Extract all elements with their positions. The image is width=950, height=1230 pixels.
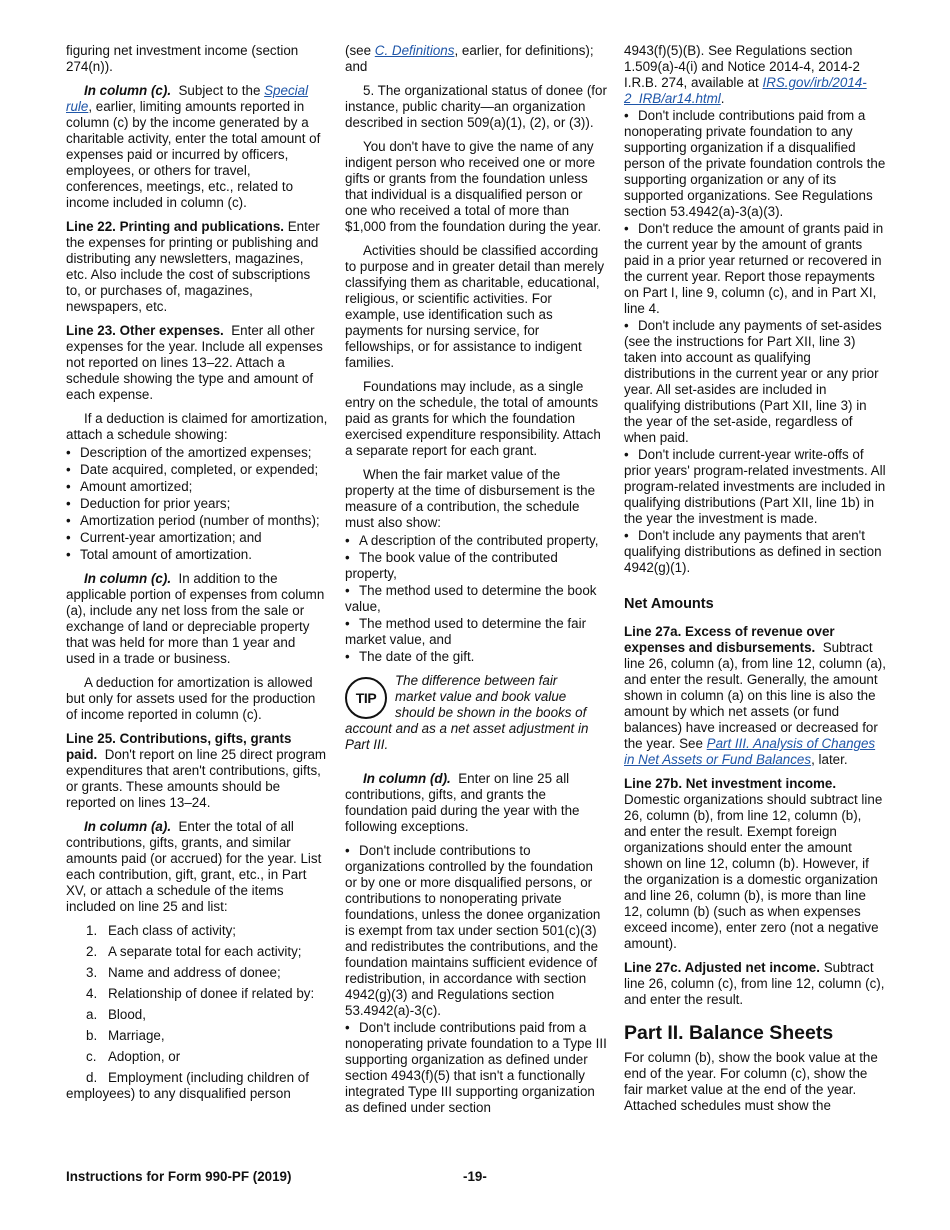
paragraph: Foundations may include, as a single entry on the schedule, the total of amounts paid as grants for which the foundation exercised expenditure responsibility. Attach a separate report for each grant. (345, 379, 601, 458)
list-item: • Don't include contributions paid from a nonoperating private foundation to a Type III supporting organization as defined under section 4943(f)(5) that isn't a functionally integrated Type III supporting organization as defined under section (345, 1020, 607, 1115)
text: . (720, 91, 725, 106)
text: Enter the expenses for printing or publishing and distributing any newsletters, magazines, etc. Also include the cost of subscriptions to, or purchases of, magazines, newspapers, etc. (66, 219, 320, 314)
text: (see (345, 43, 372, 58)
fmv-list (345, 533, 607, 665)
list-item: c. Adoption, or (86, 1049, 181, 1064)
part-ii-heading: Part II. Balance Sheets (624, 1022, 834, 1044)
paragraph: You don't have to give the name of any indigent person who received one or more gifts or grants from the foundation unless that individual is a disqualified person or one who received a total of more than $1,000 from the foundation during the year. (345, 139, 602, 234)
tip-text: account and as a net asset adjustment in Part III. (345, 721, 589, 752)
text: Subtract line 26, column (c), from line 12, column (c), and enter the result. (624, 960, 885, 1007)
list-item: a. Blood, (86, 1007, 146, 1022)
line-25-heading: Line 25. Contributions, gifts, grants paid. (66, 731, 292, 762)
column-2 (345, 43, 607, 1117)
list-item: • Don't include any payments that aren't qualifying distributions as defined in section 4942(g)(1). (624, 528, 882, 575)
c-definitions-link[interactable]: C. Definitions (374, 43, 455, 58)
paragraph-line-23 (66, 323, 328, 403)
part-iii-link[interactable]: Part III. Analysis of Changes in Net Assets or Fund Balances (624, 736, 876, 767)
text: Don't report on line 25 direct program expenditures that aren't contributions, gifts, or grants. These amounts should be reported on lines 13–24. (66, 747, 327, 810)
paragraph-line-27b (624, 776, 886, 952)
text: , earlier, limiting amounts reported in column (c) by the income generated by a charitable activity, enter the total amount of expenses paid or incurred by officers, employees, or others for travel, conferences, meetings, etc., related to income included in column (c). (66, 99, 321, 210)
column-1 (66, 43, 328, 1102)
subheading: In column (c). (84, 83, 172, 98)
paragraph-line-27a (624, 624, 886, 768)
tip-text: should be shown in the books of (395, 705, 587, 720)
paragraph: For column (b), show the book value at the end of the year. For column (c), show the fair market value at the end of the year. Attached schedules must show the (624, 1050, 878, 1113)
exclusions-list (624, 108, 886, 576)
net-amounts-heading: Net Amounts (624, 596, 714, 612)
tip-box (345, 673, 607, 753)
list-item: • Deduction for prior years; (66, 496, 231, 511)
list-item: 3. Name and address of donee; (86, 965, 281, 980)
paragraph-line-25 (66, 731, 328, 811)
line-27b-heading: Line 27b. Net investment income. (624, 776, 837, 791)
list-item: • The book value of the contributed property, (345, 550, 558, 581)
list-item: • The method used to determine the fair market value, and (345, 616, 587, 647)
amortization-list (66, 445, 328, 563)
line-27a-heading: Line 27a. Excess of revenue over expenses and disbursements. (624, 624, 835, 655)
text: Enter all other expenses for the year. Include all expenses not reported on lines 13–22. Attach a schedule showing the type and amount of each expense. (66, 323, 323, 402)
list-item: • Description of the amortized expenses; (66, 445, 312, 460)
text: , later. (811, 752, 848, 767)
paragraph-column-d (345, 771, 607, 835)
list-item: 4. Relationship of donee if related by: (86, 986, 315, 1001)
text: Domestic organizations should subtract line 26, column (b), from line 12, column (b), and enter the result. Exempt foreign organizations should enter the amount shown on line 12, column (b). However, if the organization is a domestic organization and line 26, column (b), is more than line 12, column (b) (such as when expenses exceed income), enter zero (not a negative amount). (624, 792, 883, 951)
tip-text: market value and book value (395, 689, 567, 704)
paragraph-column-c (66, 83, 328, 211)
list-item: • Don't include contributions paid from a nonoperating private foundation to any supporting organization if a disqualified person of the private foundation controls the supporting organization or any of its supported organizations. See Regulations section 53.4942(a)-3(a)(3). (624, 108, 886, 219)
exceptions-list (345, 843, 607, 1116)
text: , earlier, for definitions); and (345, 43, 594, 74)
text: Subject to the (178, 83, 261, 98)
footer-form-title: Instructions for Form 990-PF (2019) (66, 1169, 292, 1184)
line-27c-heading: Line 27c. Adjusted net income. (624, 960, 820, 975)
subheading: In column (c). (84, 571, 172, 586)
list-item: • The date of the gift. (345, 649, 475, 664)
list-item: 2. A separate total for each activity; (86, 944, 302, 959)
paragraph: Activities should be classified according to purpose and in greater detail than merely classifying them as charitable, educational, religious, or scientific activities. For example, use identification such as payments for nursing service, for fellowships, or for assistance to indigent families. (345, 243, 605, 370)
paragraph-column-c-2 (66, 571, 328, 667)
paragraph: figuring net investment income (section 274(n)). (66, 43, 299, 74)
numbered-list (66, 923, 328, 1102)
page-number: -19- (463, 1169, 487, 1184)
subheading: In column (a). (84, 819, 172, 834)
text: Subtract line 26, column (a), from line 12, column (a), and enter the result. Generally, the amount shown in column (a) on this line is also the amount by which net assets (or fund balances) have increased or decreased for the year. See (624, 640, 886, 751)
text: 4943(f)(5)(B). See Regulations section 1.509(a)-4(i) and Notice 2014-4, 2014-2 I.R.B. 274, available at (624, 43, 860, 90)
tip-text: The difference between fair (395, 673, 558, 688)
paragraph: A deduction for amortization is allowed but only for assets used for the production of income reported in column (c). (66, 675, 316, 722)
list-item: 1. Each class of activity; (86, 923, 237, 938)
list-item: • Current-year amortization; and (66, 530, 262, 545)
list-item: • Total amount of amortization. (66, 547, 252, 562)
list-item: • Amount amortized; (66, 479, 193, 494)
line-22-heading: Line 22. Printing and publications. (66, 219, 284, 234)
irs-gov-irb-link[interactable]: IRS.gov/irb/2014-2_IRB/ar14.html (624, 75, 867, 106)
text: In addition to the applicable portion of expenses from column (a), include any net loss from the sale or exchange of land or depreciable property that was held for more than 1 year and used in a trade or business. (66, 571, 325, 666)
paragraph (345, 43, 607, 75)
list-item: b. Marriage, (86, 1028, 165, 1043)
column-3 (624, 43, 886, 1122)
list-item-5: 5. The organizational status of donee (for instance, public charity—an organization described in section 509(a)(1), (2), or (3)). (345, 83, 607, 130)
list-item: • A description of the contributed property, (345, 533, 599, 548)
list-item: • Don't include any payments of set-asides (see the instructions for Part XII, line 3) taken into account as qualifying distributions in the current year or any prior year. All set-asides are included in qualifying distributions (Part XII, line 3) in the year of the set-aside, regardless of when paid. (624, 318, 882, 445)
text: Enter on line 25 all contributions, gifts, and grants the foundation paid during the year with the following exceptions. (345, 771, 580, 834)
paragraph: When the fair market value of the property at the time of disbursement is the measure of a contribution, the schedule must also show: (345, 467, 596, 530)
subheading: In column (d). (363, 771, 451, 786)
list-item: • Don't include current-year write-offs of prior years' program-related investments. All program-related investments are included in qualifying distributions (Part XII, line 1b) in the year the investment is made. (624, 447, 886, 526)
paragraph (624, 43, 886, 107)
list-item: • Amortization period (number of months); (66, 513, 320, 528)
list-item: • Don't include contributions to organizations controlled by the foundation or by one or more disqualified persons, or contributions to nonoperating private foundations, unless the donee organization is exempt from tax under section 501(c)(3) and redistributes the contributions, and the foundation maintains sufficient evidence of redistribution, in accordance with section 4942(g)(3) and Regulations section 53.4942(a)-3(c). (345, 843, 601, 1018)
text: Enter the total of all contributions, gifts, grants, and similar amounts paid (or accrued) for the year. List each contribution, gift, grant, etc., in Part XV, or attach a schedule of the items included on line 25 and list: (66, 819, 322, 914)
list-item: d. Employment (including children of employees) to any disqualified person (66, 1070, 309, 1101)
special-rule-link[interactable]: Special rule (66, 83, 309, 114)
paragraph: If a deduction is claimed for amortization, attach a schedule showing: (66, 411, 328, 442)
line-23-heading: Line 23. Other expenses. (66, 323, 224, 338)
list-item: • Don't reduce the amount of grants paid in the current year by the amount of grants paid in a prior year returned or recovered in the current year. Report those repayments on Part I, line 9, column (c), and in Part XI, line 4. (624, 221, 884, 316)
tip-icon: TIP (345, 677, 387, 719)
paragraph-column-a (66, 819, 328, 915)
paragraph-line-27c (624, 960, 886, 1008)
list-item: • The method used to determine the book value, (345, 583, 597, 614)
list-item: • Date acquired, completed, or expended; (66, 462, 319, 477)
paragraph-line-22 (66, 219, 328, 315)
